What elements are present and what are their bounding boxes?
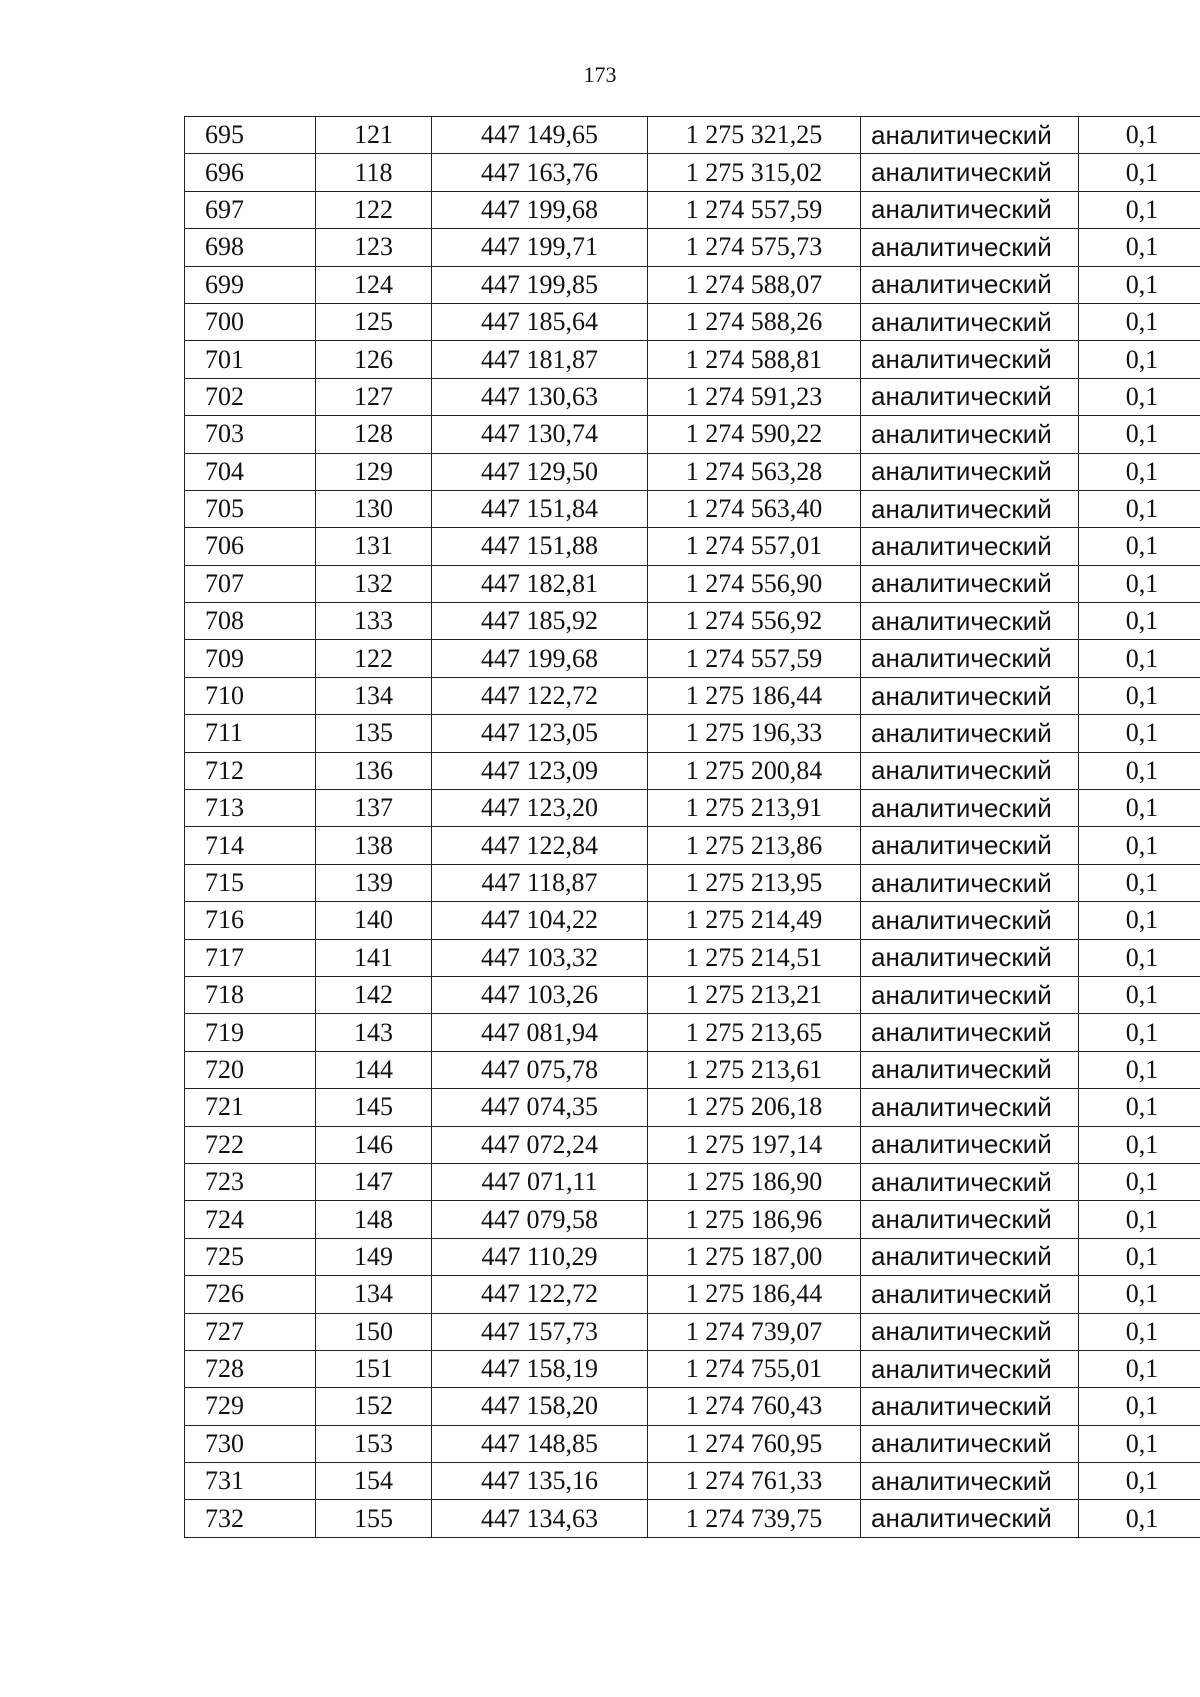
point-number-cell: 125 [316, 303, 432, 340]
page-number: 173 [583, 62, 617, 87]
table-row [185, 117, 1200, 154]
x-coordinate-cell: 447 122,72 [432, 677, 648, 714]
table-row [185, 1350, 1200, 1387]
method-cell: аналитический [861, 1051, 1079, 1088]
row-number-cell: 708 [185, 603, 316, 640]
point-number-cell: 140 [316, 902, 432, 939]
x-coordinate-cell: 447 104,22 [432, 902, 648, 939]
x-coordinate-cell: 447 151,88 [432, 528, 648, 565]
table-row [185, 229, 1200, 266]
accuracy-cell: 0,1 [1079, 1313, 1200, 1350]
method-cell: аналитический [861, 902, 1079, 939]
x-coordinate-cell: 447 103,32 [432, 939, 648, 976]
method-cell: аналитический [861, 677, 1079, 714]
method-cell: аналитический [861, 1276, 1079, 1313]
y-coordinate-cell: 1 275 213,61 [648, 1051, 861, 1088]
table-row [185, 827, 1200, 864]
table-row [185, 1388, 1200, 1425]
x-coordinate-cell: 447 122,72 [432, 1276, 648, 1313]
row-number-cell: 728 [185, 1350, 316, 1387]
row-number-cell: 715 [185, 864, 316, 901]
x-coordinate-cell: 447 071,11 [432, 1163, 648, 1200]
y-coordinate-cell: 1 275 197,14 [648, 1126, 861, 1163]
point-number-cell: 137 [316, 790, 432, 827]
point-number-cell: 124 [316, 266, 432, 303]
row-number-cell: 718 [185, 976, 316, 1013]
x-coordinate-cell: 447 182,81 [432, 565, 648, 602]
table-row [185, 565, 1200, 602]
x-coordinate-cell: 447 199,71 [432, 229, 648, 266]
accuracy-cell: 0,1 [1079, 1463, 1200, 1500]
x-coordinate-cell: 447 199,68 [432, 640, 648, 677]
point-number-cell: 151 [316, 1350, 432, 1387]
method-cell: аналитический [861, 1163, 1079, 1200]
accuracy-cell: 0,1 [1079, 1051, 1200, 1088]
x-coordinate-cell: 447 158,20 [432, 1388, 648, 1425]
method-cell: аналитический [861, 976, 1079, 1013]
accuracy-cell: 0,1 [1079, 1014, 1200, 1051]
method-cell: аналитический [861, 416, 1079, 453]
accuracy-cell: 0,1 [1079, 154, 1200, 191]
method-cell: аналитический [861, 303, 1079, 340]
method-cell: аналитический [861, 1238, 1079, 1275]
accuracy-cell: 0,1 [1079, 416, 1200, 453]
row-number-cell: 700 [185, 303, 316, 340]
table-row [185, 303, 1200, 340]
x-coordinate-cell: 447 185,64 [432, 303, 648, 340]
row-number-cell: 697 [185, 191, 316, 228]
point-number-cell: 122 [316, 640, 432, 677]
accuracy-cell: 0,1 [1079, 939, 1200, 976]
y-coordinate-cell: 1 275 200,84 [648, 752, 861, 789]
method-cell: аналитический [861, 1388, 1079, 1425]
point-number-cell: 123 [316, 229, 432, 266]
point-number-cell: 121 [316, 117, 432, 154]
method-cell: аналитический [861, 453, 1079, 490]
point-number-cell: 149 [316, 1238, 432, 1275]
accuracy-cell: 0,1 [1079, 1238, 1200, 1275]
x-coordinate-cell: 447 158,19 [432, 1350, 648, 1387]
row-number-cell: 706 [185, 528, 316, 565]
point-number-cell: 134 [316, 1276, 432, 1313]
row-number-cell: 727 [185, 1313, 316, 1350]
table-row [185, 266, 1200, 303]
x-coordinate-cell: 447 151,84 [432, 490, 648, 527]
method-cell: аналитический [861, 229, 1079, 266]
accuracy-cell: 0,1 [1079, 1276, 1200, 1313]
row-number-cell: 722 [185, 1126, 316, 1163]
point-number-cell: 128 [316, 416, 432, 453]
point-number-cell: 145 [316, 1089, 432, 1126]
x-coordinate-cell: 447 199,68 [432, 191, 648, 228]
accuracy-cell: 0,1 [1079, 790, 1200, 827]
method-cell: аналитический [861, 117, 1079, 154]
point-number-cell: 146 [316, 1126, 432, 1163]
method-cell: аналитический [861, 1500, 1079, 1537]
y-coordinate-cell: 1 274 588,26 [648, 303, 861, 340]
point-number-cell: 122 [316, 191, 432, 228]
point-number-cell: 132 [316, 565, 432, 602]
y-coordinate-cell: 1 274 588,81 [648, 341, 861, 378]
method-cell: аналитический [861, 603, 1079, 640]
table-row [185, 490, 1200, 527]
accuracy-cell: 0,1 [1079, 341, 1200, 378]
y-coordinate-cell: 1 274 575,73 [648, 229, 861, 266]
y-coordinate-cell: 1 274 557,59 [648, 191, 861, 228]
point-number-cell: 134 [316, 677, 432, 714]
y-coordinate-cell: 1 274 557,59 [648, 640, 861, 677]
row-number-cell: 704 [185, 453, 316, 490]
row-number-cell: 719 [185, 1014, 316, 1051]
row-number-cell: 705 [185, 490, 316, 527]
accuracy-cell: 0,1 [1079, 677, 1200, 714]
y-coordinate-cell: 1 274 557,01 [648, 528, 861, 565]
method-cell: аналитический [861, 191, 1079, 228]
y-coordinate-cell: 1 275 206,18 [648, 1089, 861, 1126]
accuracy-cell: 0,1 [1079, 640, 1200, 677]
point-number-cell: 133 [316, 603, 432, 640]
method-cell: аналитический [861, 827, 1079, 864]
accuracy-cell: 0,1 [1079, 1126, 1200, 1163]
point-number-cell: 142 [316, 976, 432, 1013]
table-row [185, 864, 1200, 901]
table-row [185, 1313, 1200, 1350]
x-coordinate-cell: 447 185,92 [432, 603, 648, 640]
accuracy-cell: 0,1 [1079, 715, 1200, 752]
method-cell: аналитический [861, 715, 1079, 752]
method-cell: аналитический [861, 1089, 1079, 1126]
y-coordinate-cell: 1 274 591,23 [648, 378, 861, 415]
x-coordinate-cell: 447 163,76 [432, 154, 648, 191]
point-number-cell: 131 [316, 528, 432, 565]
x-coordinate-cell: 447 072,24 [432, 1126, 648, 1163]
row-number-cell: 731 [185, 1463, 316, 1500]
y-coordinate-cell: 1 275 214,51 [648, 939, 861, 976]
table-row [185, 1014, 1200, 1051]
point-number-cell: 143 [316, 1014, 432, 1051]
table-row [185, 752, 1200, 789]
y-coordinate-cell: 1 274 556,92 [648, 603, 861, 640]
accuracy-cell: 0,1 [1079, 117, 1200, 154]
table-row [185, 1463, 1200, 1500]
method-cell: аналитический [861, 752, 1079, 789]
row-number-cell: 711 [185, 715, 316, 752]
row-number-cell: 724 [185, 1201, 316, 1238]
table-row [185, 191, 1200, 228]
y-coordinate-cell: 1 275 214,49 [648, 902, 861, 939]
x-coordinate-cell: 447 123,09 [432, 752, 648, 789]
x-coordinate-cell: 447 074,35 [432, 1089, 648, 1126]
x-coordinate-cell: 447 075,78 [432, 1051, 648, 1088]
point-number-cell: 154 [316, 1463, 432, 1500]
row-number-cell: 712 [185, 752, 316, 789]
table-row [185, 1089, 1200, 1126]
table-row [185, 1126, 1200, 1163]
y-coordinate-cell: 1 274 760,43 [648, 1388, 861, 1425]
x-coordinate-cell: 447 134,63 [432, 1500, 648, 1537]
x-coordinate-cell: 447 081,94 [432, 1014, 648, 1051]
x-coordinate-cell: 447 118,87 [432, 864, 648, 901]
table-row [185, 1201, 1200, 1238]
y-coordinate-cell: 1 274 760,95 [648, 1425, 861, 1462]
table-row [185, 1238, 1200, 1275]
table-row [185, 154, 1200, 191]
y-coordinate-cell: 1 275 213,95 [648, 864, 861, 901]
accuracy-cell: 0,1 [1079, 1500, 1200, 1537]
table-row [185, 603, 1200, 640]
row-number-cell: 695 [185, 117, 316, 154]
accuracy-cell: 0,1 [1079, 752, 1200, 789]
row-number-cell: 702 [185, 378, 316, 415]
y-coordinate-cell: 1 274 556,90 [648, 565, 861, 602]
row-number-cell: 717 [185, 939, 316, 976]
method-cell: аналитический [861, 790, 1079, 827]
x-coordinate-cell: 447 181,87 [432, 341, 648, 378]
y-coordinate-cell: 1 275 315,02 [648, 154, 861, 191]
row-number-cell: 701 [185, 341, 316, 378]
row-number-cell: 703 [185, 416, 316, 453]
accuracy-cell: 0,1 [1079, 303, 1200, 340]
row-number-cell: 699 [185, 266, 316, 303]
point-number-cell: 135 [316, 715, 432, 752]
row-number-cell: 714 [185, 827, 316, 864]
accuracy-cell: 0,1 [1079, 1388, 1200, 1425]
coordinates-table [184, 116, 1200, 1538]
method-cell: аналитический [861, 864, 1079, 901]
row-number-cell: 730 [185, 1425, 316, 1462]
method-cell: аналитический [861, 640, 1079, 677]
method-cell: аналитический [861, 939, 1079, 976]
method-cell: аналитический [861, 378, 1079, 415]
y-coordinate-cell: 1 274 563,40 [648, 490, 861, 527]
table-row [185, 341, 1200, 378]
method-cell: аналитический [861, 1014, 1079, 1051]
y-coordinate-cell: 1 275 186,44 [648, 1276, 861, 1313]
accuracy-cell: 0,1 [1079, 1163, 1200, 1200]
table-row [185, 1276, 1200, 1313]
point-number-cell: 147 [316, 1163, 432, 1200]
accuracy-cell: 0,1 [1079, 1089, 1200, 1126]
accuracy-cell: 0,1 [1079, 827, 1200, 864]
x-coordinate-cell: 447 130,74 [432, 416, 648, 453]
y-coordinate-cell: 1 274 755,01 [648, 1350, 861, 1387]
method-cell: аналитический [861, 490, 1079, 527]
table-row [185, 715, 1200, 752]
method-cell: аналитический [861, 1463, 1079, 1500]
table-row [185, 528, 1200, 565]
point-number-cell: 127 [316, 378, 432, 415]
table-row [185, 976, 1200, 1013]
x-coordinate-cell: 447 129,50 [432, 453, 648, 490]
accuracy-cell: 0,1 [1079, 528, 1200, 565]
method-cell: аналитический [861, 1313, 1079, 1350]
row-number-cell: 707 [185, 565, 316, 602]
row-number-cell: 716 [185, 902, 316, 939]
x-coordinate-cell: 447 157,73 [432, 1313, 648, 1350]
accuracy-cell: 0,1 [1079, 378, 1200, 415]
x-coordinate-cell: 447 123,20 [432, 790, 648, 827]
table-row [185, 1425, 1200, 1462]
row-number-cell: 723 [185, 1163, 316, 1200]
table-row [185, 902, 1200, 939]
method-cell: аналитический [861, 1425, 1079, 1462]
row-number-cell: 732 [185, 1500, 316, 1537]
point-number-cell: 138 [316, 827, 432, 864]
method-cell: аналитический [861, 528, 1079, 565]
table-row [185, 677, 1200, 714]
accuracy-cell: 0,1 [1079, 490, 1200, 527]
y-coordinate-cell: 1 275 186,90 [648, 1163, 861, 1200]
point-number-cell: 155 [316, 1500, 432, 1537]
x-coordinate-cell: 447 130,63 [432, 378, 648, 415]
point-number-cell: 152 [316, 1388, 432, 1425]
table-row [185, 1051, 1200, 1088]
point-number-cell: 153 [316, 1425, 432, 1462]
x-coordinate-cell: 447 123,05 [432, 715, 648, 752]
row-number-cell: 720 [185, 1051, 316, 1088]
table-row [185, 453, 1200, 490]
accuracy-cell: 0,1 [1079, 191, 1200, 228]
y-coordinate-cell: 1 275 196,33 [648, 715, 861, 752]
point-number-cell: 144 [316, 1051, 432, 1088]
table-row [185, 378, 1200, 415]
accuracy-cell: 0,1 [1079, 229, 1200, 266]
row-number-cell: 710 [185, 677, 316, 714]
point-number-cell: 126 [316, 341, 432, 378]
table-row [185, 1500, 1200, 1537]
method-cell: аналитический [861, 565, 1079, 602]
table-row [185, 939, 1200, 976]
accuracy-cell: 0,1 [1079, 453, 1200, 490]
point-number-cell: 130 [316, 490, 432, 527]
x-coordinate-cell: 447 199,85 [432, 266, 648, 303]
y-coordinate-cell: 1 275 321,25 [648, 117, 861, 154]
method-cell: аналитический [861, 1201, 1079, 1238]
table-row [185, 1163, 1200, 1200]
row-number-cell: 721 [185, 1089, 316, 1126]
method-cell: аналитический [861, 1350, 1079, 1387]
x-coordinate-cell: 447 122,84 [432, 827, 648, 864]
row-number-cell: 696 [185, 154, 316, 191]
y-coordinate-cell: 1 274 761,33 [648, 1463, 861, 1500]
x-coordinate-cell: 447 103,26 [432, 976, 648, 1013]
y-coordinate-cell: 1 274 563,28 [648, 453, 861, 490]
method-cell: аналитический [861, 154, 1079, 191]
accuracy-cell: 0,1 [1079, 864, 1200, 901]
x-coordinate-cell: 447 149,65 [432, 117, 648, 154]
accuracy-cell: 0,1 [1079, 603, 1200, 640]
y-coordinate-cell: 1 275 213,86 [648, 827, 861, 864]
point-number-cell: 150 [316, 1313, 432, 1350]
method-cell: аналитический [861, 341, 1079, 378]
y-coordinate-cell: 1 275 186,96 [648, 1201, 861, 1238]
row-number-cell: 729 [185, 1388, 316, 1425]
x-coordinate-cell: 447 135,16 [432, 1463, 648, 1500]
y-coordinate-cell: 1 274 739,75 [648, 1500, 861, 1537]
point-number-cell: 148 [316, 1201, 432, 1238]
table-row [185, 790, 1200, 827]
x-coordinate-cell: 447 079,58 [432, 1201, 648, 1238]
accuracy-cell: 0,1 [1079, 1425, 1200, 1462]
accuracy-cell: 0,1 [1079, 1201, 1200, 1238]
table-row [185, 416, 1200, 453]
accuracy-cell: 0,1 [1079, 565, 1200, 602]
point-number-cell: 139 [316, 864, 432, 901]
accuracy-cell: 0,1 [1079, 266, 1200, 303]
accuracy-cell: 0,1 [1079, 1350, 1200, 1387]
point-number-cell: 118 [316, 154, 432, 191]
row-number-cell: 709 [185, 640, 316, 677]
accuracy-cell: 0,1 [1079, 902, 1200, 939]
row-number-cell: 725 [185, 1238, 316, 1275]
y-coordinate-cell: 1 275 213,91 [648, 790, 861, 827]
x-coordinate-cell: 447 148,85 [432, 1425, 648, 1462]
table-body [185, 117, 1200, 1538]
row-number-cell: 698 [185, 229, 316, 266]
y-coordinate-cell: 1 274 588,07 [648, 266, 861, 303]
table-row [185, 640, 1200, 677]
method-cell: аналитический [861, 1126, 1079, 1163]
point-number-cell: 141 [316, 939, 432, 976]
y-coordinate-cell: 1 275 213,21 [648, 976, 861, 1013]
y-coordinate-cell: 1 275 187,00 [648, 1238, 861, 1275]
y-coordinate-cell: 1 275 186,44 [648, 677, 861, 714]
point-number-cell: 136 [316, 752, 432, 789]
row-number-cell: 726 [185, 1276, 316, 1313]
y-coordinate-cell: 1 274 590,22 [648, 416, 861, 453]
accuracy-cell: 0,1 [1079, 976, 1200, 1013]
row-number-cell: 713 [185, 790, 316, 827]
y-coordinate-cell: 1 275 213,65 [648, 1014, 861, 1051]
x-coordinate-cell: 447 110,29 [432, 1238, 648, 1275]
y-coordinate-cell: 1 274 739,07 [648, 1313, 861, 1350]
point-number-cell: 129 [316, 453, 432, 490]
method-cell: аналитический [861, 266, 1079, 303]
